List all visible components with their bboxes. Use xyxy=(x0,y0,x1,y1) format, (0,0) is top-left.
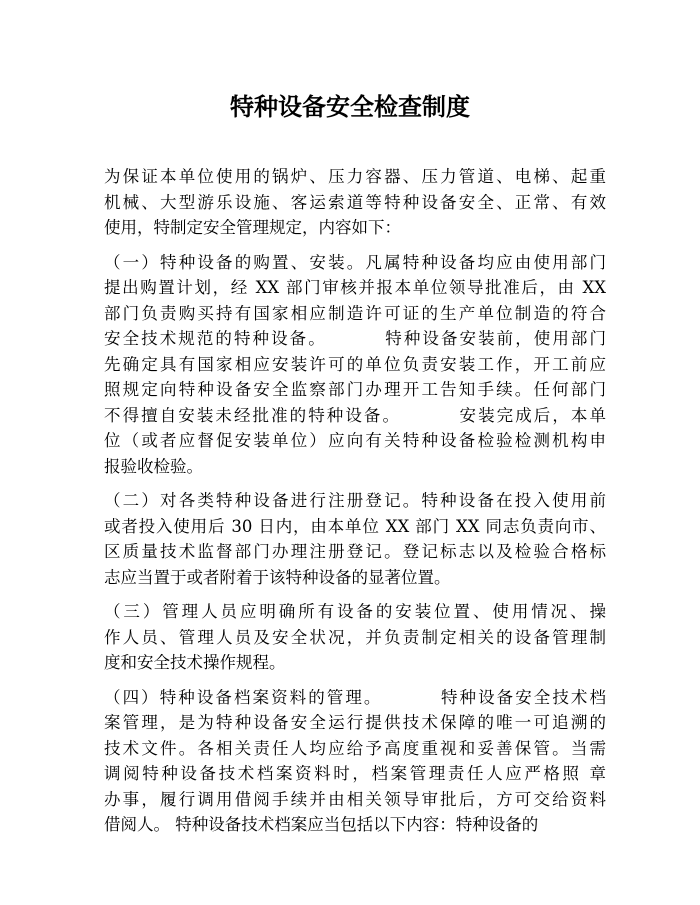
text-line: （二）对各类特种设备进行注册登记。特种设备在投入使用前 xyxy=(104,491,606,510)
text-line: （三）管理人员应明确所有设备的安装位置、使用情况、操 xyxy=(104,602,606,621)
text-line: 志应当置于或者附着于该特种设备的显著位置。 xyxy=(104,567,451,587)
paragraph xyxy=(104,599,606,676)
text-line: （一）特种设备的购置、安装。凡属特种设备均应由使用部门 xyxy=(104,252,606,272)
paragraph xyxy=(104,685,606,838)
text-line: 案管理，是为特种设备安全运行提供技术保障的唯一可追溯的 xyxy=(104,713,606,732)
text-line: 不得擅自安装未经批准的特种设备。 安装完成后，本单 xyxy=(104,405,606,425)
text-line: 安全技术规范的特种设备。 特种设备安装前，使用部门 xyxy=(104,329,606,348)
document-body xyxy=(104,164,606,847)
text-line: 先确定具有国家相应安装许可的单位负责安装工作，开工前应 xyxy=(104,354,606,374)
text-line: 为保证本单位使用的锅炉、压力容器、压力管道、电梯、起重 xyxy=(104,167,606,186)
paragraph xyxy=(104,164,606,241)
text-line: 部门负责购买持有国家相应制造许可证的生产单位制造的符合 xyxy=(104,303,606,323)
text-line: 或者投入使用后 30 日内，由本单位 XX 部门 XX 同志负责向市、 xyxy=(104,516,606,536)
text-line: 度和安全技术操作规程。 xyxy=(104,653,286,672)
text-line: 作人员、管理人员及安全状况，并负责制定相关的设备管理制 xyxy=(104,627,606,647)
text-line: 调阅特种设备技术档案资料时，档案管理责任人应严格照 章 xyxy=(104,764,606,783)
text-line: 机械、大型游乐设施、客运索道等特种设备安全、正常、有效 xyxy=(104,192,606,212)
text-line: 照规定向特种设备安全监察部门办理开工告知手续。任何部门 xyxy=(104,380,606,399)
document-title: 特种设备安全检查制度 xyxy=(230,92,470,121)
paragraph xyxy=(104,250,606,480)
text-line: 使用，特制定安全管理规定，内容如下： xyxy=(104,218,401,237)
text-line: 技术文件。各相关责任人均应给予高度重视和妥善保管。当需 xyxy=(104,738,606,758)
text-line: 报验收检验。 xyxy=(104,456,203,476)
text-line: 办事，履行调用借阅手续并由相关领导审批后，方可交给资料 xyxy=(104,789,606,809)
text-line: 区质量技术监督部门办理注册登记。登记标志以及检验合格标 xyxy=(104,542,606,561)
text-line: 借阅人。 特种设备技术档案应当包括以下内容：特种设备的 xyxy=(104,815,539,834)
text-line: 提出购置计划，经 XX 部门审核并报本单位领导批准后，由 XX xyxy=(104,278,606,297)
paragraph xyxy=(104,488,606,590)
text-line: （四）特种设备档案资料的管理。 特种设备安全技术档 xyxy=(104,687,606,707)
text-line: 位（或者应督促安装单位）应向有关特种设备检验检测机构申 xyxy=(104,431,606,450)
